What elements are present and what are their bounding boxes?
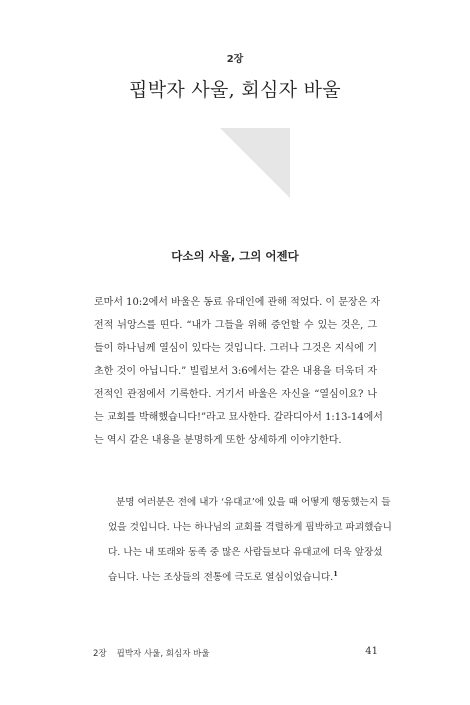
footer-chapter-label: 2장 xyxy=(93,649,107,659)
footer-chapter-title: 핍박자 사울, 회심자 바울 xyxy=(116,649,210,659)
body-line: 전적 뉘앙스를 띤다. “내가 그들을 위해 증언할 수 있는 것은, 그 xyxy=(94,320,377,331)
quote-line: 분명 여러분은 전에 내가 ‘유대교’에 있을 때 어떻게 행동했는지 들 xyxy=(116,497,391,508)
quote-line: 다. 나는 내 또래와 동족 중 많은 사람들보다 유대교에 더욱 앞장섰 xyxy=(108,547,383,558)
running-footer xyxy=(93,647,210,659)
triangle-ornament-icon xyxy=(220,128,290,198)
block-quote xyxy=(108,490,392,590)
quote-line-last xyxy=(108,565,377,590)
chapter-label: 2장 xyxy=(226,54,244,65)
body-line: 는 역시 같은 내용을 분명하게 또한 상세하게 이야기한다. xyxy=(94,435,342,446)
body-paragraph xyxy=(94,291,383,452)
footnote-reference[interactable]: 1 xyxy=(333,569,338,578)
page-number: 41 xyxy=(365,646,378,657)
body-line: 는 교회를 박해했습니다!”라고 묘사한다. 갈라디아서 1:13-14에서 xyxy=(94,412,383,423)
section-heading: 다소의 사울, 그의 어젠다 xyxy=(171,249,299,263)
body-line: 전적인 관점에서 기록한다. 거기서 바울은 자신을 “열심이요? 나 xyxy=(94,389,377,400)
quote-line-text: 습니다. 나는 조상들의 전통에 극도로 열심이었습니다. xyxy=(108,572,334,583)
body-line: 초한 것이 아닙니다.” 빌립보서 3:6에서는 같은 내용을 더욱더 자 xyxy=(94,366,377,377)
body-line: 로마서 10:2에서 바울은 동료 유대인에 관해 적었다. 이 문장은 자 xyxy=(94,297,381,308)
body-line: 들이 하나님께 열심이 있다는 것입니다. 그러나 그것은 지식에 기 xyxy=(94,343,377,354)
chapter-title: 핍박자 사울, 회심자 바울 xyxy=(129,79,341,101)
triangle-ornament-shape xyxy=(220,128,290,198)
quote-line: 었을 것입니다. 나는 하나님의 교회를 격렬하게 핍박하고 파괴했습니 xyxy=(108,522,392,533)
